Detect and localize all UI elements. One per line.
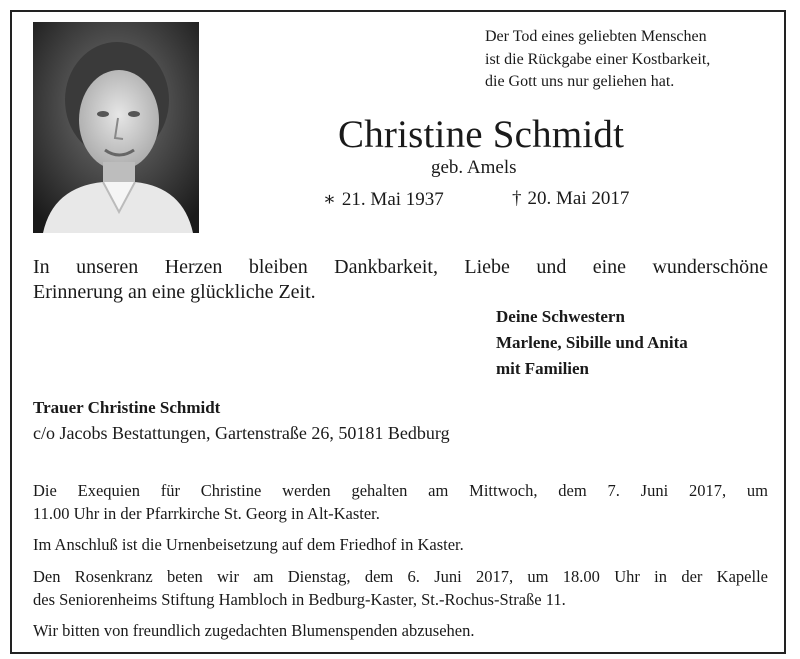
paragraph-line: des Seniorenheims Stiftung Hambloch in Bedburg-Kaster, St.-Rochus-Straße 11. (33, 589, 566, 609)
paragraph-line: Wir bitten von freundlich zugedachten Blumenspenden abzusehen. (33, 621, 475, 640)
birth-date (323, 188, 444, 211)
signature-line: mit Familien (496, 359, 590, 378)
message-line: In unseren Herzen bleiben Dankbarkeit, Liebe und eine wunderschöne (33, 256, 768, 278)
signature-line: Marlene, Sibille und Anita (496, 333, 688, 352)
birth-star-icon: ∗ (323, 189, 336, 210)
death-date-text: 20. Mai 2017 (527, 188, 630, 209)
message-line: Erinnerung an eine glückliche Zeit. (33, 281, 316, 303)
contact-title: Trauer Christine Schmidt (33, 398, 221, 417)
memorial-message (33, 255, 768, 305)
quote-line: Der Tod eines geliebten Menschen (485, 28, 707, 45)
paragraph-line: Die Exequien für Christine werden gehalten am Mittwoch, dem 7. Juni 2017, um (33, 481, 768, 500)
quote-line: die Gott uns nur geliehen hat. (485, 73, 675, 90)
burial-paragraph (33, 534, 768, 557)
quote-line: ist die Rückgabe einer Kostbarkeit, (485, 50, 711, 68)
signature-block (496, 304, 688, 382)
paragraph-line: Den Rosenkranz beten wir am Dienstag, dem 6. Juni 2017, um 18.00 Uhr in der Kapelle (33, 567, 768, 586)
death-date (512, 188, 629, 210)
exequies-paragraph (33, 480, 768, 525)
flowers-paragraph (33, 620, 768, 643)
memorial-quote (485, 26, 775, 94)
signature-line: Deine Schwestern (496, 307, 625, 326)
contact-address: c/o Jacobs Bestattungen, Gartenstraße 26, 50181 Bedburg (33, 423, 450, 443)
birth-name: geb. Amels (431, 157, 517, 178)
rosary-paragraph (33, 566, 768, 611)
deceased-name: Christine Schmidt (338, 113, 625, 156)
portrait-photo (33, 22, 199, 233)
birth-date-text: 21. Mai 1937 (341, 189, 444, 210)
paragraph-line: Im Anschluß ist die Urnenbeisetzung auf dem Friedhof in Kaster. (33, 535, 464, 554)
death-cross-icon: † (512, 188, 522, 209)
paragraph-line: 11.00 Uhr in der Pfarrkirche St. Georg in Alt-Kaster. (33, 503, 380, 523)
